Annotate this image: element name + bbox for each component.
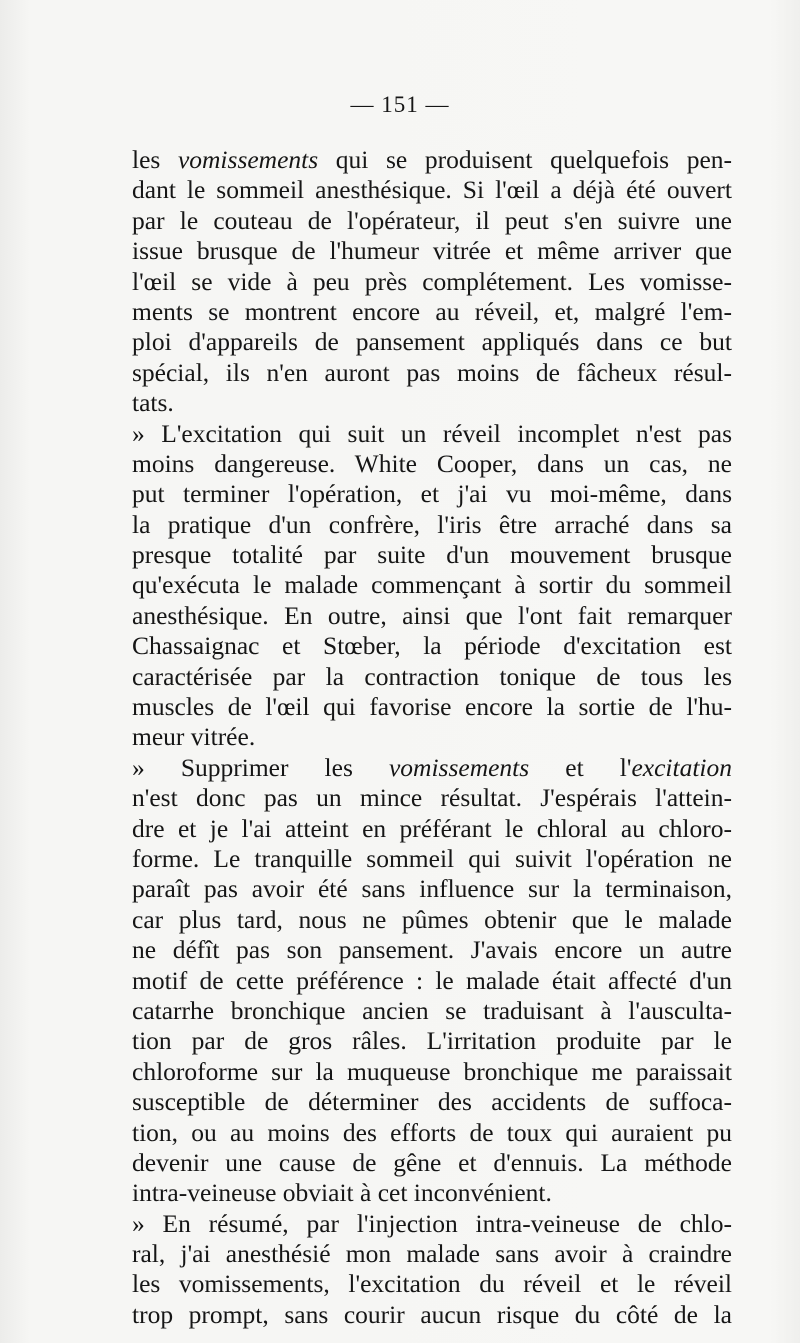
- text-span: chloroforme sur la muqueuse bronchique me paraissait: [132, 1056, 732, 1086]
- text-span: par le couteau de l'opérateur, il peut s'en suivre une: [132, 205, 732, 235]
- text-span: trop prompt, sans courir aucun risque du côté de la: [132, 1299, 732, 1329]
- text-line: [132, 1178, 732, 1208]
- text-line: [132, 206, 732, 236]
- text-line: [132, 601, 732, 631]
- text-span: moins dangereuse. White Cooper, dans un cas, ne: [132, 448, 732, 478]
- text-line: [132, 722, 732, 752]
- text-line: [132, 358, 732, 388]
- text-span: dant le sommeil anesthésique. Si l'œil a déjà été ouvert: [132, 175, 732, 205]
- text-line: [132, 1118, 732, 1148]
- text-span: Chassaignac et Stœber, la période d'excitation est: [132, 631, 732, 661]
- italic-text: vomissements: [177, 145, 319, 174]
- text-line: [132, 631, 732, 661]
- text-span: tion par de gros râles. L'irritation produite par le: [132, 1026, 732, 1056]
- text-line: [132, 996, 732, 1026]
- text-line: [132, 874, 732, 904]
- text-span: ne défît pas son pansement. J'avais encore un autre: [132, 935, 732, 965]
- text-span: presque totalité par suite d'un mouvement brusque: [132, 540, 732, 570]
- text-span: » L'excitation qui suit un réveil incomplet n'est pas: [132, 418, 732, 448]
- text-line: [132, 1057, 732, 1087]
- text-span: la pratique d'un confrère, l'iris être arraché dans sa: [132, 509, 732, 539]
- text-line: [132, 783, 732, 813]
- text-line: [132, 814, 732, 844]
- text-span: n'est donc pas un mince résultat. J'espérais l'attein-: [132, 783, 732, 813]
- text-line: [132, 692, 732, 722]
- text-span: et l': [529, 752, 632, 782]
- italic-text: excitation: [631, 752, 732, 782]
- text-line: [132, 327, 732, 357]
- text-span: » En résumé, par l'injection intra-veineuse de chlo-: [132, 1208, 732, 1238]
- text-line: [132, 419, 732, 449]
- text-span: ments se montrent encore au réveil, et, malgré l'em-: [132, 296, 732, 326]
- text-span: motif de cette préférence : le malade était affecté d'un: [132, 965, 732, 995]
- page-number: — 151 —: [350, 92, 450, 117]
- text-span: susceptible de déterminer des accidents de suffoca-: [132, 1087, 732, 1117]
- text-span: ploi d'appareils de pansement appliqués dans ce but: [132, 327, 732, 357]
- text-line: [132, 966, 732, 996]
- text-line: [132, 753, 732, 783]
- text-line: [132, 145, 732, 175]
- text-line: [132, 479, 732, 509]
- text-line: [132, 1209, 732, 1239]
- text-span: catarrhe bronchique ancien se traduisant à l'ausculta-: [132, 995, 732, 1025]
- text-span: meur vitrée.: [132, 722, 256, 752]
- text-span: tion, ou au moins des efforts de toux qui auraient pu: [132, 1117, 732, 1147]
- text-span: l'œil se vide à peu près complétement. Les vomisse-: [132, 266, 732, 296]
- text-line: [132, 1148, 732, 1178]
- text-span: put terminer l'opération, et j'ai vu moi-même, dans: [132, 479, 732, 509]
- text-span: forme. Le tranquille sommeil qui suivit l'opération ne: [132, 843, 732, 873]
- text-span: muscles de l'œil qui favorise encore la sortie de l'hu-: [132, 692, 732, 722]
- text-span: ral, j'ai anesthésié mon malade sans avoir à craindre: [132, 1239, 732, 1269]
- text-line: [132, 935, 732, 965]
- text-line: [132, 175, 732, 205]
- text-line: [132, 662, 732, 692]
- text-span: devenir une cause de gêne et d'ennuis. La méthode: [132, 1147, 732, 1177]
- text-span: tats.: [132, 388, 174, 418]
- text-span: caractérisée par la contraction tonique de tous les: [132, 661, 732, 691]
- text-span: issue brusque de l'humeur vitrée et même arriver que: [132, 236, 732, 266]
- text-span: les vomissements, l'excitation du réveil et le réveil: [132, 1269, 732, 1299]
- text-line: [132, 1087, 732, 1117]
- text-line: [132, 1269, 732, 1299]
- text-span: dre et je l'ai atteint en préférant le chloral au chloro-: [132, 813, 732, 843]
- text-span: paraît pas avoir été sans influence sur la terminaison,: [132, 874, 732, 904]
- text-line: [132, 388, 732, 418]
- text-line: [132, 297, 732, 327]
- text-span: intra-veineuse obviait à cet inconvénient.: [132, 1178, 552, 1208]
- text-span: spécial, ils n'en auront pas moins de fâcheux résul-: [132, 357, 732, 387]
- text-line: [132, 570, 732, 600]
- text-line: [132, 844, 732, 874]
- text-span: les: [132, 145, 178, 174]
- text-line: [132, 1026, 732, 1056]
- text-span: anesthésique. En outre, ainsi que l'ont fait remarquer: [132, 600, 732, 630]
- text-line: [132, 267, 732, 297]
- text-span: » Supprimer les: [132, 752, 389, 782]
- text-span: car plus tard, nous ne pûmes obtenir que le malade: [132, 904, 732, 934]
- body-text: [132, 145, 732, 1330]
- text-line: [132, 1239, 732, 1269]
- text-line: [132, 905, 732, 935]
- text-line: [132, 236, 732, 266]
- text-line: [132, 449, 732, 479]
- text-line: [132, 540, 732, 570]
- text-line: [132, 1300, 732, 1330]
- text-span: qui se produisent quelquefois pen-: [318, 145, 732, 174]
- text-line: [132, 510, 732, 540]
- italic-text: vomissements: [388, 752, 530, 782]
- text-span: qu'exécuta le malade commençant à sortir du sommeil: [132, 570, 732, 600]
